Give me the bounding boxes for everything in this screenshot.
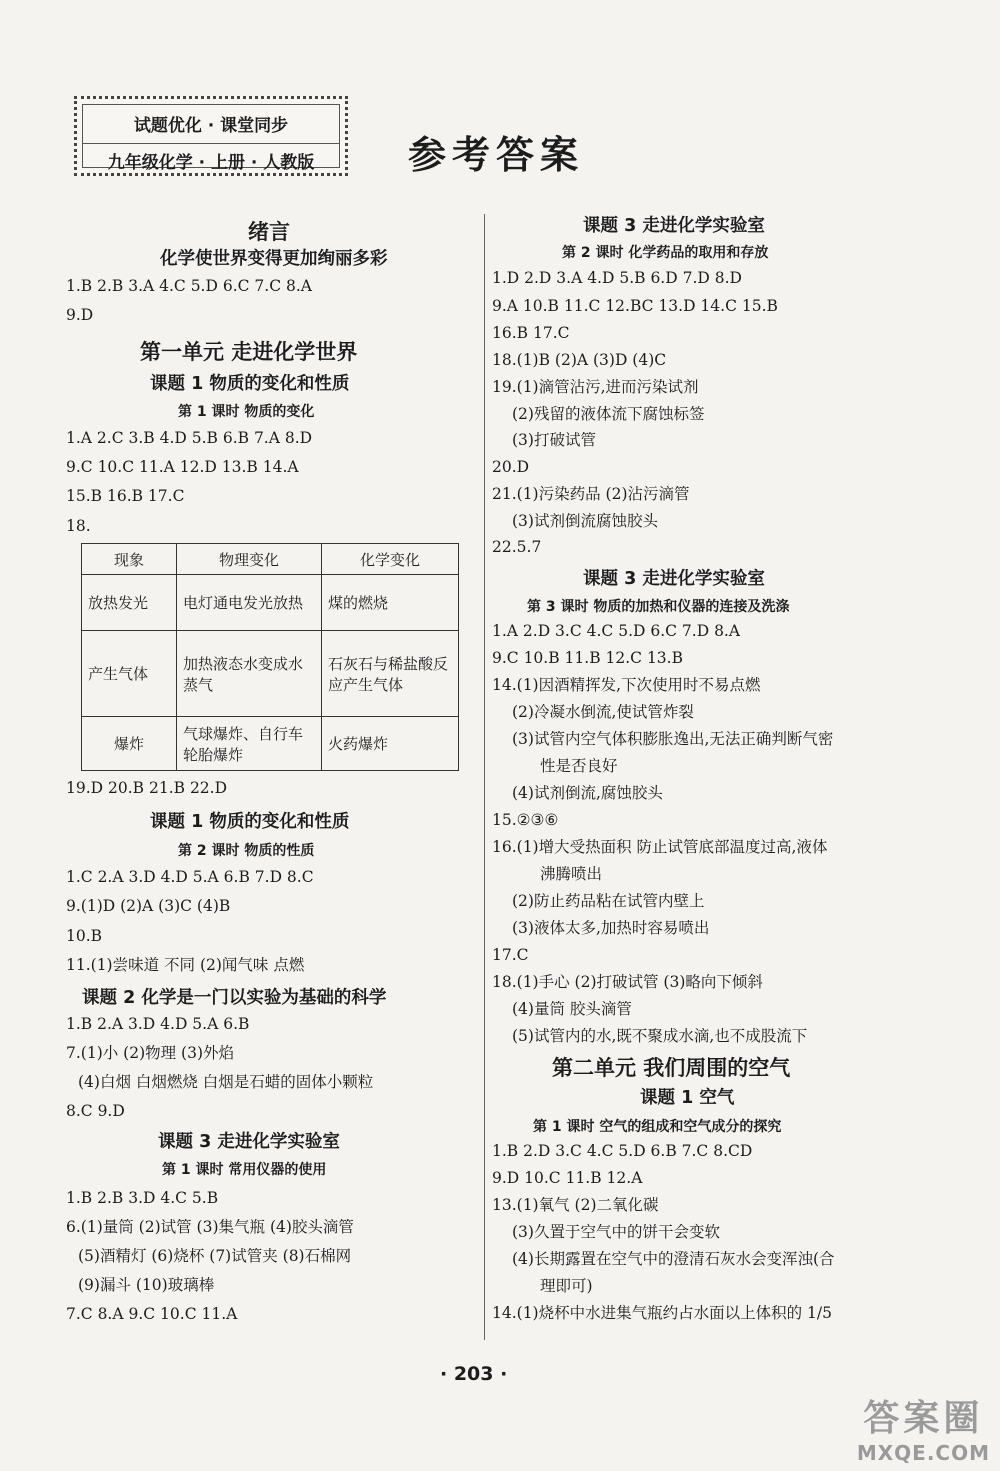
answer-line: 1.B 2.B 3.D 4.C 5.B <box>66 1189 219 1207</box>
lesson-title: 第 2 课时 化学药品的取用和存放 <box>562 245 769 261</box>
answer-line: 1.B 2.D 3.C 4.C 5.D 6.B 7.C 8.CD <box>492 1142 753 1160</box>
answer-line: 14.(1)因酒精挥发,下次使用时不易点燃 <box>492 676 761 694</box>
answer-line: (2)冷凝水倒流,使试管炸裂 <box>512 703 694 721</box>
table-cell: 产生气体 <box>82 631 177 717</box>
table-header-cell: 现象 <box>82 544 177 575</box>
answer-line: (5)酒精灯 (6)烧杯 (7)试管夹 (8)石棉网 <box>78 1247 352 1265</box>
intro-subtitle: 化学使世界变得更加绚丽多彩 <box>160 249 388 269</box>
watermark <box>857 1390 990 1465</box>
lesson-title: 第 1 课时 常用仪器的使用 <box>162 1162 327 1178</box>
topic-title: 课题 3 走进化学实验室 <box>158 1132 340 1152</box>
answer-line: 1.D 2.D 3.A 4.D 5.B 6.D 7.D 8.D <box>492 269 742 287</box>
answer-line: (2)残留的液体流下腐蚀标签 <box>512 405 705 423</box>
answer-line: (3)试管内空气体积膨胀逸出,无法正确判断气密 <box>512 730 834 748</box>
table-cell: 石灰石与稀盐酸反应产生气体 <box>322 631 459 717</box>
answer-line: 22.5.7 <box>492 538 542 556</box>
answer-line: (4)长期露置在空气中的澄清石灰水会变浑浊(合 <box>512 1250 835 1268</box>
answer-line: 9.A 10.B 11.C 12.BC 13.D 14.C 15.B <box>492 297 778 315</box>
table-cell: 煤的燃烧 <box>322 575 459 631</box>
page-title: 参考答案 <box>408 133 585 177</box>
intro-title: 绪言 <box>248 220 290 244</box>
series-line-1: 试题优化 · 课堂同步 <box>133 116 289 136</box>
answer-line: 20.D <box>492 458 530 476</box>
answer-line: (4)白烟 白烟燃烧 白烟是石蜡的固体小颗粒 <box>78 1073 374 1091</box>
answer-line: 7.(1)小 (2)物理 (3)外焰 <box>66 1044 235 1062</box>
topic-title: 课题 2 化学是一门以实验为基础的科学 <box>82 988 387 1008</box>
table-row <box>82 717 459 771</box>
answer-line: (3)试剂倒流腐蚀胶头 <box>512 512 658 530</box>
answer-line: (3)打破试管 <box>512 431 596 449</box>
answer-line: 9.C 10.C 11.A 12.D 13.B 14.A <box>66 458 299 476</box>
answer-line: 1.B 2.A 3.D 4.D 5.A 6.B <box>66 1015 250 1033</box>
answer-line: 14.(1)烧杯中水进集气瓶约占水面以上体积的 1/5 <box>492 1304 832 1322</box>
answer-line: 19.(1)滴管沾污,进而污染试剂 <box>492 378 699 396</box>
answer-line: 10.B <box>66 927 103 945</box>
lesson-title: 第 1 课时 空气的组成和空气成分的探究 <box>533 1119 782 1135</box>
answer-line: 性是否良好 <box>540 757 618 775</box>
topic-title: 课题 1 物质的变化和性质 <box>150 812 350 832</box>
answer-line: (3)液体太多,加热时容易喷出 <box>512 919 710 937</box>
answer-line: (5)试管内的水,既不聚成水滴,也不成股流下 <box>512 1027 808 1045</box>
table-cell: 火药爆炸 <box>322 717 459 771</box>
answer-line: 15.②③⑥ <box>492 811 559 829</box>
topic-title: 课题 1 物质的变化和性质 <box>150 374 350 394</box>
table-header-row <box>82 544 459 575</box>
series-label-box <box>74 96 348 176</box>
answer-line: 9.D 10.C 11.B 12.A <box>492 1169 643 1187</box>
answer-line: (4)量筒 胶头滴管 <box>512 1000 632 1018</box>
table-header-cell: 物理变化 <box>177 544 322 575</box>
answer-line: (9)漏斗 (10)玻璃棒 <box>78 1276 215 1294</box>
answer-line: 9.D <box>66 306 94 324</box>
unit-1-title: 第一单元 走进化学世界 <box>140 340 358 364</box>
unit-2-title: 第二单元 我们周围的空气 <box>552 1056 791 1080</box>
table-row <box>82 631 459 717</box>
answer-line: 11.(1)尝味道 不同 (2)闻气味 点燃 <box>66 956 305 974</box>
answer-line: 1.C 2.A 3.D 4.D 5.A 6.B 7.D 8.C <box>66 868 314 886</box>
answer-line: 6.(1)量筒 (2)试管 (3)集气瓶 (4)胶头滴管 <box>66 1218 354 1236</box>
answer-line: 17.C <box>492 946 529 964</box>
topic-title: 课题 3 走进化学实验室 <box>583 569 765 589</box>
answer-line: 理即可) <box>540 1277 593 1295</box>
answer-line: (4)试剂倒流,腐蚀胶头 <box>512 784 663 802</box>
topic-title: 课题 3 走进化学实验室 <box>583 216 765 236</box>
answer-table <box>81 543 459 771</box>
answer-line: 21.(1)污染药品 (2)沾污滴管 <box>492 485 690 503</box>
table-row <box>82 575 459 631</box>
lesson-title: 第 2 课时 物质的性质 <box>178 843 315 859</box>
table-cell: 电灯通电发光放热 <box>177 575 322 631</box>
series-line-2: 九年级化学 · 上册 · 人教版 <box>83 143 339 173</box>
table-header-cell: 化学变化 <box>322 544 459 575</box>
watermark-logo: 答案圈 <box>863 1398 984 1439</box>
page-number: · 203 · <box>440 1363 508 1385</box>
answer-line: 沸腾喷出 <box>540 865 603 883</box>
table-cell: 放热发光 <box>82 575 177 631</box>
answer-line: 9.(1)D (2)A (3)C (4)B <box>66 897 231 915</box>
answer-line: 13.(1)氧气 (2)二氧化碳 <box>492 1196 659 1214</box>
answer-line: (2)防止药品粘在试管内壁上 <box>512 892 705 910</box>
table-cell: 加热液态水变成水蒸气 <box>177 631 322 717</box>
answer-line: 1.B 2.B 3.A 4.C 5.D 6.C 7.C 8.A <box>66 277 312 295</box>
table-cell: 爆炸 <box>82 717 177 771</box>
answer-line: 18.(1)手心 (2)打破试管 (3)略向下倾斜 <box>492 973 763 991</box>
answer-line: 19.D 20.B 21.B 22.D <box>66 779 228 797</box>
answer-line: 8.C 9.D <box>66 1102 125 1120</box>
answer-line: 18. <box>66 517 91 535</box>
answer-line: 16.B 17.C <box>492 324 570 342</box>
answer-line: 1.A 2.D 3.C 4.C 5.D 6.C 7.D 8.A <box>492 622 741 640</box>
column-divider <box>484 214 485 1340</box>
answer-line: 9.C 10.B 11.B 12.C 13.B <box>492 649 683 667</box>
answer-line: 16.(1)增大受热面积 防止试管底部温度过高,液体 <box>492 838 828 856</box>
table-cell: 气球爆炸、自行车轮胎爆炸 <box>177 717 322 771</box>
lesson-title: 第 1 课时 物质的变化 <box>178 404 315 420</box>
watermark-url: MXQE.COM <box>856 1441 990 1465</box>
answer-line: (3)久置于空气中的饼干会变软 <box>512 1223 720 1241</box>
answer-line: 18.(1)B (2)A (3)D (4)C <box>492 351 667 369</box>
lesson-title: 第 3 课时 物质的加热和仪器的连接及洗涤 <box>527 599 790 615</box>
answer-line: 15.B 16.B 17.C <box>66 487 185 505</box>
answer-line: 1.A 2.C 3.B 4.D 5.B 6.B 7.A 8.D <box>66 429 313 447</box>
topic-title: 课题 1 空气 <box>640 1088 735 1108</box>
answer-line: 7.C 8.A 9.C 10.C 11.A <box>66 1305 238 1323</box>
